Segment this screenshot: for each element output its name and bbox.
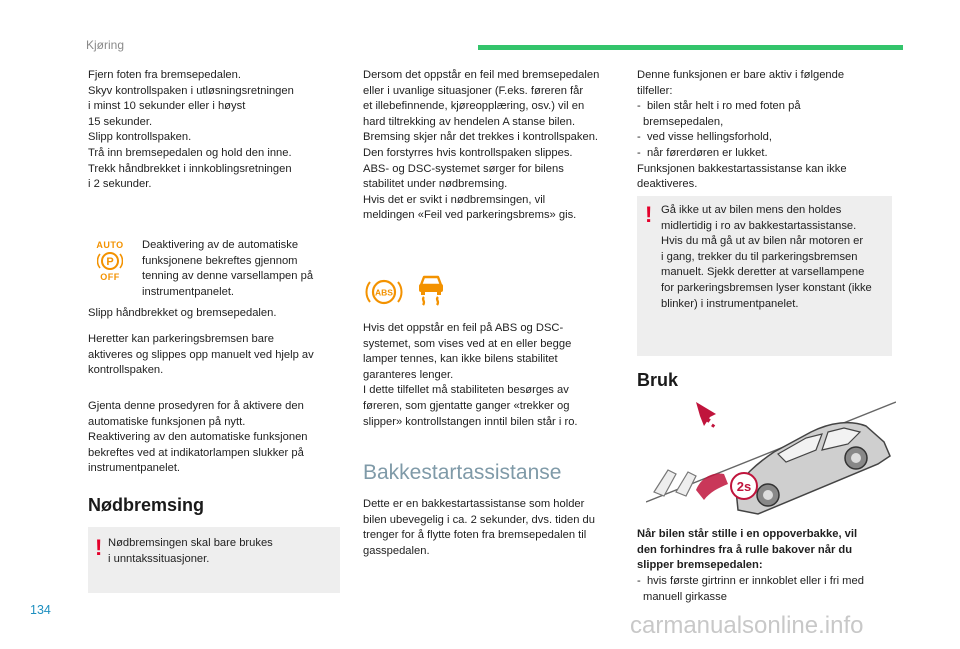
- step-item: Slipp kontrollspaken.: [88, 131, 192, 144]
- abs-warning-icon: [364, 276, 404, 308]
- hill-start-description: Dette er en bakkestartassistanse som holder bilen ubevegelig i ca. 2 sekunder, dvs. tiden du trenger for å flytte foten fra bremsepedalen til gasspedalen.: [363, 498, 595, 557]
- foot-icon: [696, 474, 728, 500]
- release-brake-step: Slipp håndbrekket og bremsepedalen.: [88, 307, 277, 319]
- svg-text:2s: 2s: [736, 479, 752, 494]
- hill-start-illustration: [646, 392, 896, 517]
- hill-start-heading: Bakkestartassistanse: [363, 461, 562, 484]
- warning-exclamation-icon: !: [645, 202, 653, 227]
- usage-conditions: [637, 574, 897, 605]
- pedals: [654, 470, 696, 496]
- roll-back-arrow: [696, 402, 716, 428]
- auto-label: AUTO: [96, 240, 124, 250]
- deactivation-text: Deaktivering av de automatiske funksjonene bekreftes gjennom tenning av denne varsellampen på instrumentpanelet.: [142, 239, 314, 298]
- warning-exclamation-icon: !: [95, 535, 103, 560]
- condition-item: - hvis første girtrinn er innkoblet eller i fri med manuell girkasse: [637, 575, 864, 603]
- step-item: Trå inn bremsepedalen og hold den inne.: [88, 146, 292, 159]
- step-item: Skyv kontrollspaken i utløsningsretningen i minst 10 sekunder eller i høyst 15 sekunder.: [88, 84, 294, 128]
- emergency-warning-box: [88, 527, 340, 593]
- step-item: Trekk håndbrekket i innkoblingsretningen i 2 sekunder.: [88, 162, 292, 191]
- auto-park-brake-off-icon: [91, 240, 129, 286]
- svg-text:ABS: ABS: [375, 287, 393, 298]
- off-label: OFF: [100, 272, 120, 282]
- running-header: Kjøring: [86, 38, 125, 52]
- parking-p-icon: [97, 250, 123, 272]
- condition-item: - ved visse hellingsforhold,: [637, 131, 772, 144]
- watermark: carmanualsonline.info: [630, 612, 864, 639]
- emergency-warning-text: Nødbremsingen skal bare brukes i unntakssituasjoner.: [108, 537, 273, 565]
- release-steps: [88, 68, 338, 193]
- svg-text:P: P: [106, 256, 114, 268]
- condition-item: - når førerdøren er lukket.: [637, 146, 768, 159]
- activation-conditions: Denne funksjonen er bare aktiv i følgende tilfeller: - bilen står helt i ro med foten på bremsepedalen, - ved visse hellingsforhold, - når førerdøren er lukket. Funksjonen bakkestartassistanse kan ikke deaktiveres.: [637, 68, 897, 193]
- stability-control-icon: [413, 271, 449, 307]
- usage-heading: Bruk: [637, 370, 679, 390]
- header-accent-bar: [478, 45, 903, 50]
- step-item: Fjern foten fra bremsepedalen.: [88, 69, 241, 81]
- manual-mode-paragraph: Heretter kan parkeringsbremsen bare aktiveres og slippes opp manuelt ved hjelp av kontrollspaken.: [88, 333, 314, 377]
- reactivation-paragraph: Gjenta denne prosedyren for å aktivere den automatiske funksjonen på nytt. Reaktivering av den automatiske funksjonen bekreftes ved at indikatorlampen slukker på instrumentpanelet.: [88, 400, 308, 475]
- page-number: 134: [30, 603, 51, 617]
- hill-start-warning-text: Gå ikke ut av bilen mens den holdes midlertidig i ro av bakkestartassistanse. Hvis du må gå ut av bilen når motoren er i gang, trekker du til parkeringsbremsen manuelt. Sjekk deretter at varsellampene for parkeringsbremsen lyser konstant (ikke blinker) i instrumentpanelet.: [661, 204, 872, 310]
- figure-caption: Når bilen står stille i en oppoverbakke, vil den forhindres fra å rulle bakover når du slipper bremsepedalen:: [637, 528, 858, 572]
- hill-start-warning-box: [637, 196, 892, 356]
- abs-dsc-failure-text: Hvis det oppstår en feil på ABS og DSC- systemet, som vises ved at en eller begge lamper tennes, kan ikke bilens stabilitet garanteres lenger. I dette tilfellet må stabiliteten besørges av føreren, som gjentatte ganger «trekker og slipper» kontrollstangen inntil bilen står i ro.: [363, 322, 578, 428]
- emergency-description: Dersom det oppstår en feil med bremsepedalen eller i uvanlige situasjoner (F.eks. føreren får et illebefinnende, kjøreopplæring, osv.) vil en hard tiltrekking av hendelen A stanse bilen. Bremsing skjer når det trekkes i kontrollspaken. Den forstyrres hvis kontrollspaken slippes. ABS- og DSC-systemet sørger for bilens stabilitet under nødbremsing. Hvis det er svikt i nødbremsingen, vil meldingen «Feil ved parkeringsbrems» gis.: [363, 69, 600, 222]
- emergency-braking-heading: Nødbremsing: [88, 495, 205, 515]
- condition-item: - bilen står helt i ro med foten på bremsepedalen,: [637, 100, 801, 128]
